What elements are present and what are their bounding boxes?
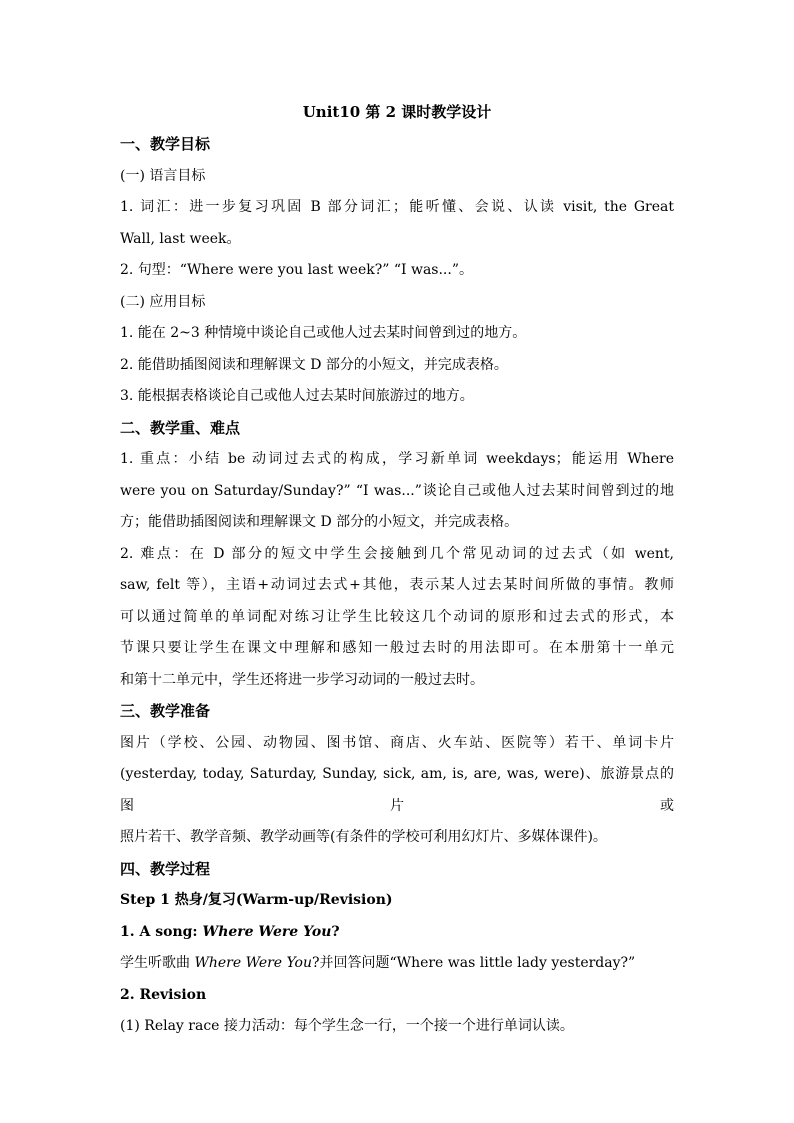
paragraph-line: 1. 能在 2~3 种情境中谈论自己或他人过去某时间曾到过的地方。 — [120, 325, 527, 341]
paragraph-line: saw, felt 等），主语+动词过去式+其他，表示某人过去某时间所做的事情。教师 — [120, 577, 674, 593]
paragraph-line: 节课只要让学生在课文中理解和感知一般过去时的用法即可。在本册第十一单元 — [120, 640, 674, 656]
paragraph-line: Wall, last week。 — [120, 230, 241, 247]
paragraph-line: 方；能借助插图阅读和理解课文 D 部分的小短文，并完成表格。 — [120, 514, 519, 530]
song-suffix: ? — [331, 923, 340, 940]
paragraph-line: 和第十二单元中，学生还将进一步学习动词的一般过去时。 — [120, 671, 484, 688]
paragraph-line: 3. 能根据表格谈论自己或他人过去某时间旅游过的地方。 — [120, 388, 474, 404]
section-heading-preparation: 三、教学准备 — [120, 702, 211, 720]
paragraph-line: 照片若干、教学音频、教学动画等(有条件的学校可利用幻灯片、多媒体课件)。 — [120, 829, 607, 845]
listen-song-title: Where Were You — [194, 955, 313, 971]
section-heading-key-points: 二、教学重、难点 — [120, 418, 241, 437]
document-title: Unit10 第 2 课时教学设计 — [302, 103, 492, 121]
paragraph-line: (1) Relay race 接力活动：每个学生念一行，一个接一个进行单词认读。 — [120, 1018, 574, 1034]
paragraph-line: were you on Saturday/Sunday?” “I was...”谈论自己或他人过去某时间曾到过的地 — [120, 482, 674, 499]
song-title: Where Were You — [202, 923, 332, 940]
section-heading-process: 四、教学过程 — [120, 859, 211, 878]
song-prefix: 1. A song: — [120, 923, 203, 940]
paragraph-line: 2. 难点：在 D 部分的短文中学生会接触到几个常见动词的过去式（如 went, — [120, 545, 674, 562]
paragraph-line: 1. 重点：小结 be 动词过去式的构成，学习新单词 weekdays；能运用 Where — [120, 451, 674, 467]
revision-heading: 2. Revision — [120, 986, 207, 1003]
subheading-application-goals: (二) 应用目标 — [120, 293, 206, 310]
paragraph-line: 2. 能借助插图阅读和理解课文 D 部分的小短文，并完成表格。 — [120, 356, 508, 373]
paragraph-line: 图片（学校、公园、动物园、图书馆、商店、火车站、医院等）若干、单词卡片 — [120, 734, 674, 751]
listen-suffix: ?并回答问题“Where was little lady yesterday?” — [312, 955, 636, 971]
paragraph-line — [120, 948, 674, 980]
paragraph-line: 2. 句型：“Where were you last week?” “I was...”。 — [120, 262, 473, 278]
paragraph-line: (yesterday, today, Saturday, Sunday, sick, am, is, are, was, were)、旅游景点的图片或 — [120, 766, 674, 814]
paragraph-line: 1. 词汇：进一步复习巩固 B 部分词汇；能听懂、会说、认读 visit, the Great — [120, 199, 674, 215]
song-heading — [120, 917, 674, 949]
subheading-language-goals: (一) 语言目标 — [120, 167, 206, 184]
step-heading: Step 1 热身/复习(Warm-up/Revision) — [120, 892, 393, 908]
paragraph-line: 可以通过简单的单词配对练习让学生比较这几个动词的原形和过去式的形式，本 — [120, 608, 674, 625]
listen-prefix: 学生听歌曲 — [120, 955, 195, 971]
section-heading-objectives: 一、教学目标 — [120, 135, 211, 153]
